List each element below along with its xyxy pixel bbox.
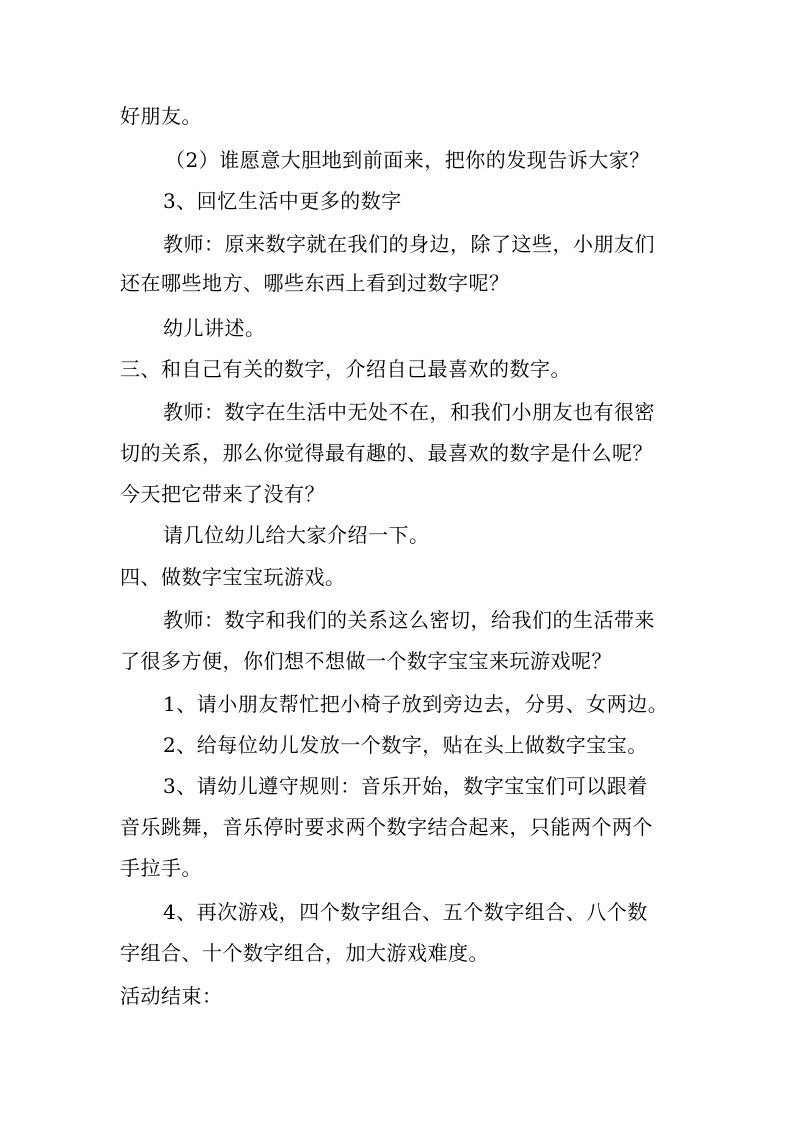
text-line: 2、给每位幼儿发放一个数字，贴在头上做数字宝宝。 — [163, 733, 648, 757]
text-line: 还在哪些地方、哪些东西上看到过数字呢？ — [120, 271, 510, 295]
text-line: 切的关系，那么你觉得最有趣的、最喜欢的数字是什么呢？ — [120, 441, 653, 465]
section-heading: 活动结束： — [120, 984, 223, 1008]
text-line: 3、请幼儿遵守规则：音乐开始，数字宝宝们可以跟着 — [163, 774, 648, 798]
text-line: （2）谁愿意大胆地到前面来，把你的发现告诉大家？ — [165, 148, 650, 172]
text-line: 教师：数字在生活中无处不在，和我们小朋友也有很密 — [163, 400, 655, 424]
section-heading: 三、和自己有关的数字，介绍自己最喜欢的数字。 — [120, 357, 571, 381]
text-line: 字组合、十个数字组合，加大游戏难度。 — [120, 941, 489, 965]
section-heading: 四、做数字宝宝玩游戏。 — [120, 565, 346, 589]
text-line: 3、回忆生活中更多的数字 — [163, 189, 402, 213]
text-line: 幼儿讲述。 — [163, 316, 266, 340]
text-line: 今天把它带来了没有？ — [120, 482, 325, 506]
text-line: 教师：数字和我们的关系这么密切，给我们的生活带来 — [163, 608, 655, 632]
text-line: 手拉手。 — [120, 856, 202, 880]
text-line: 了很多方便，你们想不想做一个数字宝宝来玩游戏呢？ — [120, 649, 612, 673]
text-line: 1、请小朋友帮忙把小椅子放到旁边去，分男、女两边。 — [163, 692, 669, 716]
text-line: 音乐跳舞，音乐停时要求两个数字结合起来，只能两个两个 — [120, 815, 653, 839]
text-line: 好朋友。 — [120, 104, 202, 128]
text-line: 请几位幼儿给大家介绍一下。 — [163, 523, 430, 547]
text-line: 教师：原来数字就在我们的身边，除了这些，小朋友们 — [163, 232, 655, 256]
text-line: 4、再次游戏，四个数字组合、五个数字组合、八个数 — [163, 900, 648, 924]
